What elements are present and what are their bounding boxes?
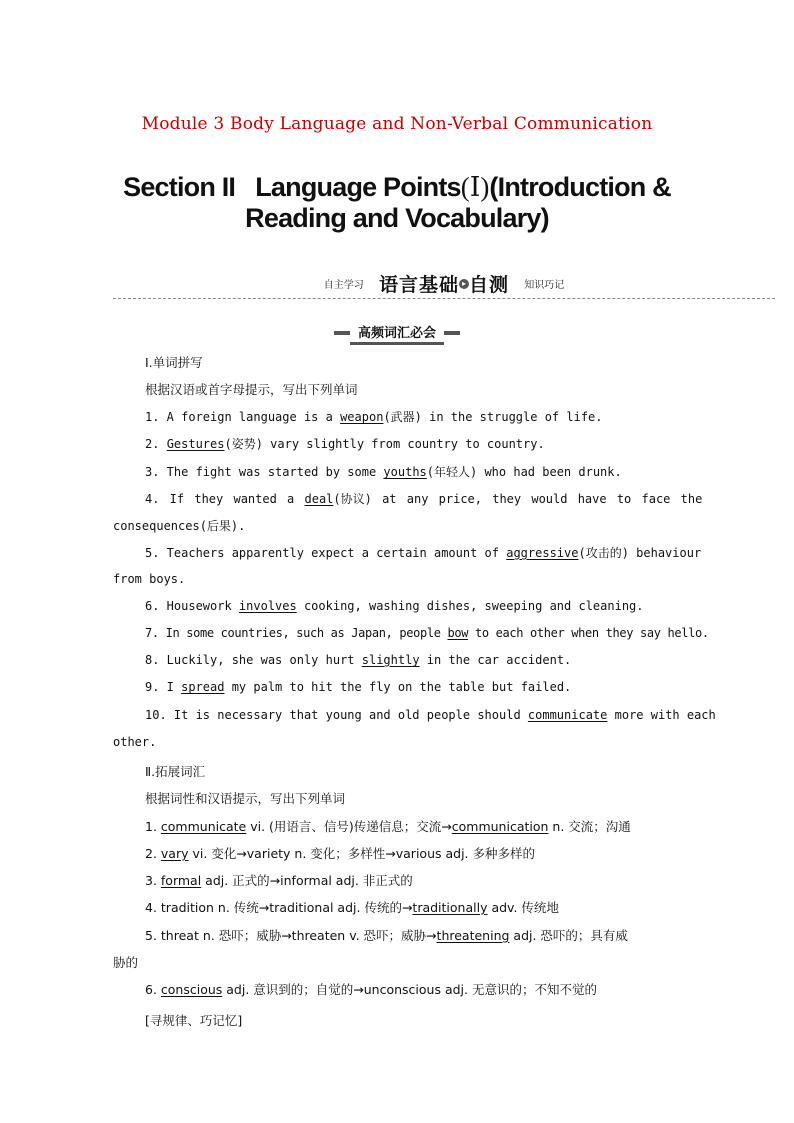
banner-main-b: 自测 bbox=[469, 274, 510, 296]
answer: communicate bbox=[160, 819, 247, 834]
answer: slightly bbox=[361, 653, 420, 667]
exercise-item: 8. Luckily, she was only hurt slightly in the car accident. bbox=[145, 653, 572, 667]
exercise-item: 1. A foreign language is a weapon(武器) in the struggle of life. bbox=[145, 410, 603, 424]
vocab-item: 6. conscious adj. 意识到的；自觉的→unconscious adj. 无意识的；不知不觉的 bbox=[145, 982, 597, 997]
exercise-item: 7. In some countries, such as Japan, people bow to each other when they say hello. bbox=[145, 626, 709, 640]
subheading-bar-right bbox=[444, 331, 460, 335]
exercise-item: 9. I spread my palm to hit the fly on the table but failed. bbox=[145, 680, 572, 694]
subheading bbox=[0, 321, 794, 345]
answer: conscious bbox=[160, 982, 223, 997]
banner-main-a: 语言基础 bbox=[378, 274, 459, 296]
banner-right-label: 知识巧记 bbox=[524, 280, 565, 291]
answer: vary bbox=[160, 846, 189, 861]
module-title: Module 3 Body Language and Non-Verbal Communication bbox=[141, 114, 653, 134]
section-title-part-a: Section II Language Points bbox=[123, 172, 461, 202]
section-title-line-2: Reading and Vocabulary) bbox=[245, 203, 549, 233]
answer: youths bbox=[383, 465, 427, 479]
answer: bow bbox=[447, 626, 469, 640]
exercise-item: 4. If they wanted a deal(协议) at any price, they would have to face the bbox=[145, 492, 703, 506]
memory-tip-label: [寻规律、巧记忆] bbox=[145, 1013, 243, 1028]
exercise-item: 3. The fight was started by some youths(年轻人) who had been drunk. bbox=[145, 465, 622, 479]
section-title-line-1 bbox=[0, 172, 794, 203]
vocab-item: 2. vary vi. 变化→variety n. 变化；多样性→various adj. 多种多样的 bbox=[145, 846, 535, 861]
exercise-item: 6. Housework involves cooking, washing dishes, sweeping and cleaning. bbox=[145, 599, 644, 613]
answer: Gestures bbox=[166, 437, 225, 451]
vocab-item-continuation: 胁的 bbox=[113, 955, 139, 970]
section-title-part-c: (Introduction & bbox=[489, 172, 671, 202]
answer: communicate bbox=[527, 708, 608, 722]
banner-left-label: 自主学习 bbox=[323, 280, 364, 291]
answer: weapon bbox=[340, 410, 384, 424]
exercise-item-continuation: from boys. bbox=[113, 572, 186, 586]
answer: communication bbox=[451, 819, 549, 834]
part1-instruction: 根据汉语或首字母提示，写出下列单词 bbox=[145, 382, 358, 397]
section-banner bbox=[113, 270, 775, 299]
section-title bbox=[0, 172, 794, 234]
answer: deal bbox=[304, 492, 334, 506]
subheading-bar-left bbox=[334, 331, 350, 335]
exercise-item: 5. Teachers apparently expect a certain amount of aggressive(攻击的) behaviour bbox=[145, 546, 702, 560]
arrow-right-icon: ▸ bbox=[459, 279, 469, 289]
part1-heading: Ⅰ.单词拼写 bbox=[145, 355, 203, 370]
exercise-item: 10. It is necessary that young and old people should communicate more with each bbox=[145, 708, 716, 722]
exercise-item: 2. Gestures(姿势) vary slightly from country to country. bbox=[145, 437, 545, 451]
answer: spread bbox=[181, 680, 225, 694]
part2-heading: Ⅱ.拓展词汇 bbox=[145, 764, 206, 779]
section-title-numeral: (Ⅰ) bbox=[460, 172, 490, 202]
vocab-item: 3. formal adj. 正式的→informal adj. 非正式的 bbox=[145, 873, 413, 888]
answer: involves bbox=[238, 599, 297, 613]
exercise-item-continuation: other. bbox=[113, 735, 157, 749]
answer: threatening bbox=[436, 928, 510, 943]
exercise-item-continuation: consequences(后果). bbox=[113, 519, 246, 533]
vocab-item: 4. tradition n. 传统→traditional adj. 传统的→traditionally adv. 传统地 bbox=[145, 900, 559, 915]
vocab-item: 5. threat n. 恐吓；威胁→threaten v. 恐吓；威胁→threatening adj. 恐吓的；具有威 bbox=[145, 928, 628, 943]
answer: formal bbox=[160, 873, 202, 888]
answer: aggressive bbox=[506, 546, 579, 560]
subheading-label: 高频词汇必会 bbox=[350, 321, 444, 345]
part2-instruction: 根据词性和汉语提示，写出下列单词 bbox=[145, 791, 346, 806]
vocab-item: 1. communicate vi. (用语言、信号)传递信息；交流→communication n. 交流；沟通 bbox=[145, 819, 631, 834]
answer: traditionally bbox=[412, 900, 488, 915]
